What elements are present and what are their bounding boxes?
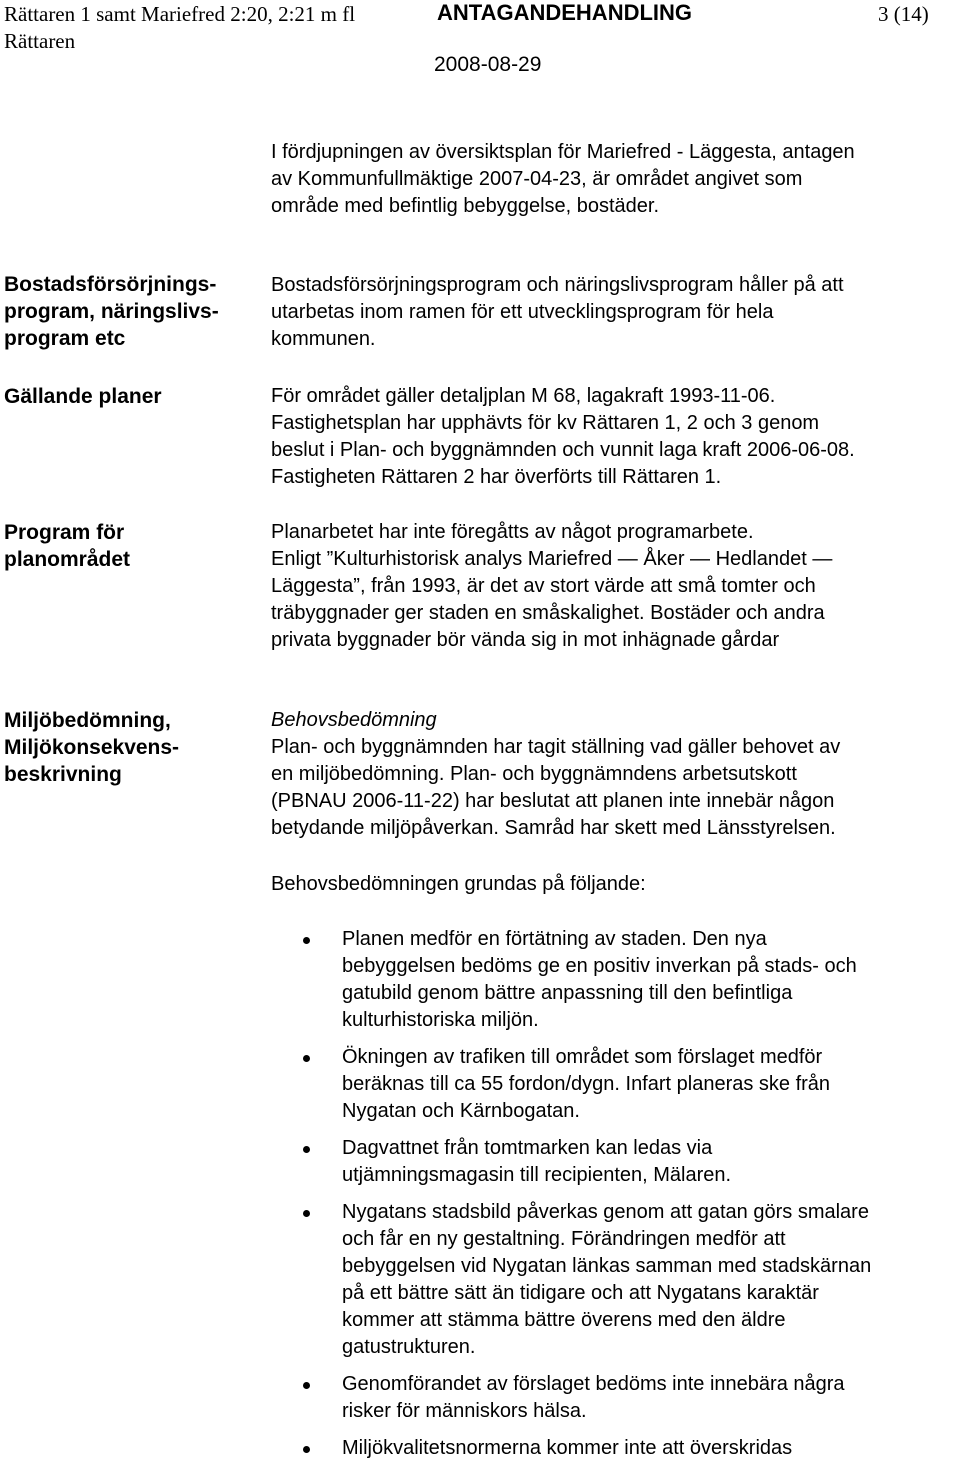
text-line: utarbetas inom ramen för ett utvecklingsprogram för hela — [271, 301, 774, 323]
text-line: Plan- och byggnämnden har tagit ställning vad gäller behovet av — [271, 736, 841, 758]
section-text-environmental-assessment — [271, 707, 959, 842]
text-line: och får en ny gestaltning. Förändringen medför att — [342, 1228, 786, 1250]
list-item — [271, 1435, 959, 1462]
bullet-icon — [303, 1446, 310, 1453]
text-line: Bostadsförsörjningsprogram och näringslivsprogram håller på att — [271, 274, 844, 296]
label-line: Bostadsförsörjnings- — [4, 273, 217, 296]
assessment-basis-intro — [271, 871, 959, 898]
text-line: (PBNAU 2006-11-22) har beslutat att planen inte innebär någon — [271, 790, 835, 812]
list-item — [271, 926, 959, 1034]
label-line: planområdet — [4, 548, 131, 571]
text-line: av Kommunfullmäktige 2007-04-23, är området angivet som — [271, 168, 803, 190]
section-text-housing-program — [271, 272, 959, 353]
page-number: 3 (14) — [878, 2, 929, 26]
text-line: Nygatan och Kärnbogatan. — [342, 1100, 580, 1122]
list-item — [271, 1199, 959, 1361]
text-line: gatubild genom bättre anpassning till den befintliga — [342, 982, 793, 1004]
text-line: Enligt ”Kulturhistorisk analys Mariefred — Åker — Hedlandet — — [271, 548, 833, 570]
text-line: Fastighetsplan har upphävts för kv Rättaren 1, 2 och 3 genom — [271, 412, 820, 434]
document-date: 2008-08-29 — [434, 53, 542, 76]
bullet-icon — [303, 1382, 310, 1389]
text-line: Läggesta”, från 1993, är det av stort värde att små tomter och — [271, 575, 816, 597]
section-text-current-plans — [271, 383, 959, 491]
document-status-title: ANTAGANDEHANDLING — [437, 0, 693, 25]
bullet-icon — [303, 937, 310, 944]
header-reference-line1: Rättaren 1 samt Mariefred 2:20, 2:21 m fl — [4, 2, 356, 26]
text-line: beslut i Plan- och byggnämnden och vunnit laga kraft 2006-06-08. — [271, 439, 855, 461]
text-line: Planen medför en förtätning av staden. Den nya — [342, 928, 767, 950]
text-line: Dagvattnet från tomtmarken kan ledas via — [342, 1137, 713, 1159]
list-item — [271, 1135, 959, 1189]
text-line: en miljöbedömning. Plan- och byggnämndens arbetsutskott — [271, 763, 797, 785]
text-line: Genomförandet av förslaget bedöms inte innebära några — [342, 1373, 845, 1395]
label-line: Miljöbedömning, — [4, 709, 171, 732]
intro-paragraph — [271, 139, 959, 220]
text-line: Ökningen av trafiken till området som förslaget medför — [342, 1046, 823, 1068]
bullet-icon — [303, 1210, 310, 1217]
label-line: program, näringslivs- — [4, 300, 219, 323]
text-line: område med befintlig bebyggelse, bostäder. — [271, 195, 660, 217]
text-line: Fastigheten Rättaren 2 har överförts till Rättaren 1. — [271, 466, 722, 488]
section-label-program — [4, 519, 130, 573]
text-line: risker för människors hälsa. — [342, 1400, 587, 1422]
list-item — [271, 1371, 959, 1425]
header-reference-line2: Rättaren — [4, 29, 76, 53]
section-label-housing-program — [4, 271, 219, 352]
label-line: Program för — [4, 521, 125, 544]
text-line: kulturhistoriska miljön. — [342, 1009, 539, 1031]
text-line: kommunen. — [271, 328, 376, 350]
text-line: Nygatans stadsbild påverkas genom att gatan görs smalare — [342, 1201, 869, 1223]
bullet-icon — [303, 1055, 310, 1062]
text-line: bebyggelsen bedöms ge en positiv inverkan på stads- och — [342, 955, 857, 977]
label-line: program etc — [4, 327, 126, 350]
section-text-program — [271, 519, 959, 654]
text-line: privata byggnader bör vända sig in mot inhägnade gårdar — [271, 629, 780, 651]
text-line: träbyggnader ger staden en småskalighet. Bostäder och andra — [271, 602, 825, 624]
assessment-basis-list — [271, 926, 959, 1472]
section-label-environmental-assessment — [4, 707, 179, 788]
text-line: på ett bättre sätt än tidigare och att Nygatans karaktär — [342, 1282, 819, 1304]
label-line: beskrivning — [4, 763, 122, 786]
text-line: beräknas till ca 55 fordon/dygn. Infart planeras ske från — [342, 1073, 831, 1095]
list-item — [271, 1044, 959, 1125]
text-line: betydande miljöpåverkan. Samråd har skett med Länsstyrelsen. — [271, 817, 836, 839]
label-line: Gällande planer — [4, 385, 162, 408]
subheading-needs-assessment: Behovsbedömning — [271, 709, 437, 731]
text-line: gatustrukturen. — [342, 1336, 476, 1358]
text-line: Behovsbedömningen grundas på följande: — [271, 873, 646, 895]
label-line: Miljökonsekvens- — [4, 736, 180, 759]
text-line: För området gäller detaljplan M 68, lagakraft 1993-11-06. — [271, 385, 776, 407]
text-line: Miljökvalitetsnormerna kommer inte att överskridas — [342, 1437, 793, 1459]
text-line: kommer att stämma bättre överens med den äldre — [342, 1309, 786, 1331]
bullet-icon — [303, 1146, 310, 1153]
text-line: utjämningsmagasin till recipienten, Mälaren. — [342, 1164, 732, 1186]
text-line: I fördjupningen av översiktsplan för Mariefred - Läggesta, antagen — [271, 141, 855, 163]
text-line: bebyggelsen vid Nygatan länkas samman med stadskärnan — [342, 1255, 872, 1277]
section-label-current-plans — [4, 383, 162, 410]
text-line: Planarbetet har inte föregåtts av något programarbete. — [271, 521, 754, 543]
